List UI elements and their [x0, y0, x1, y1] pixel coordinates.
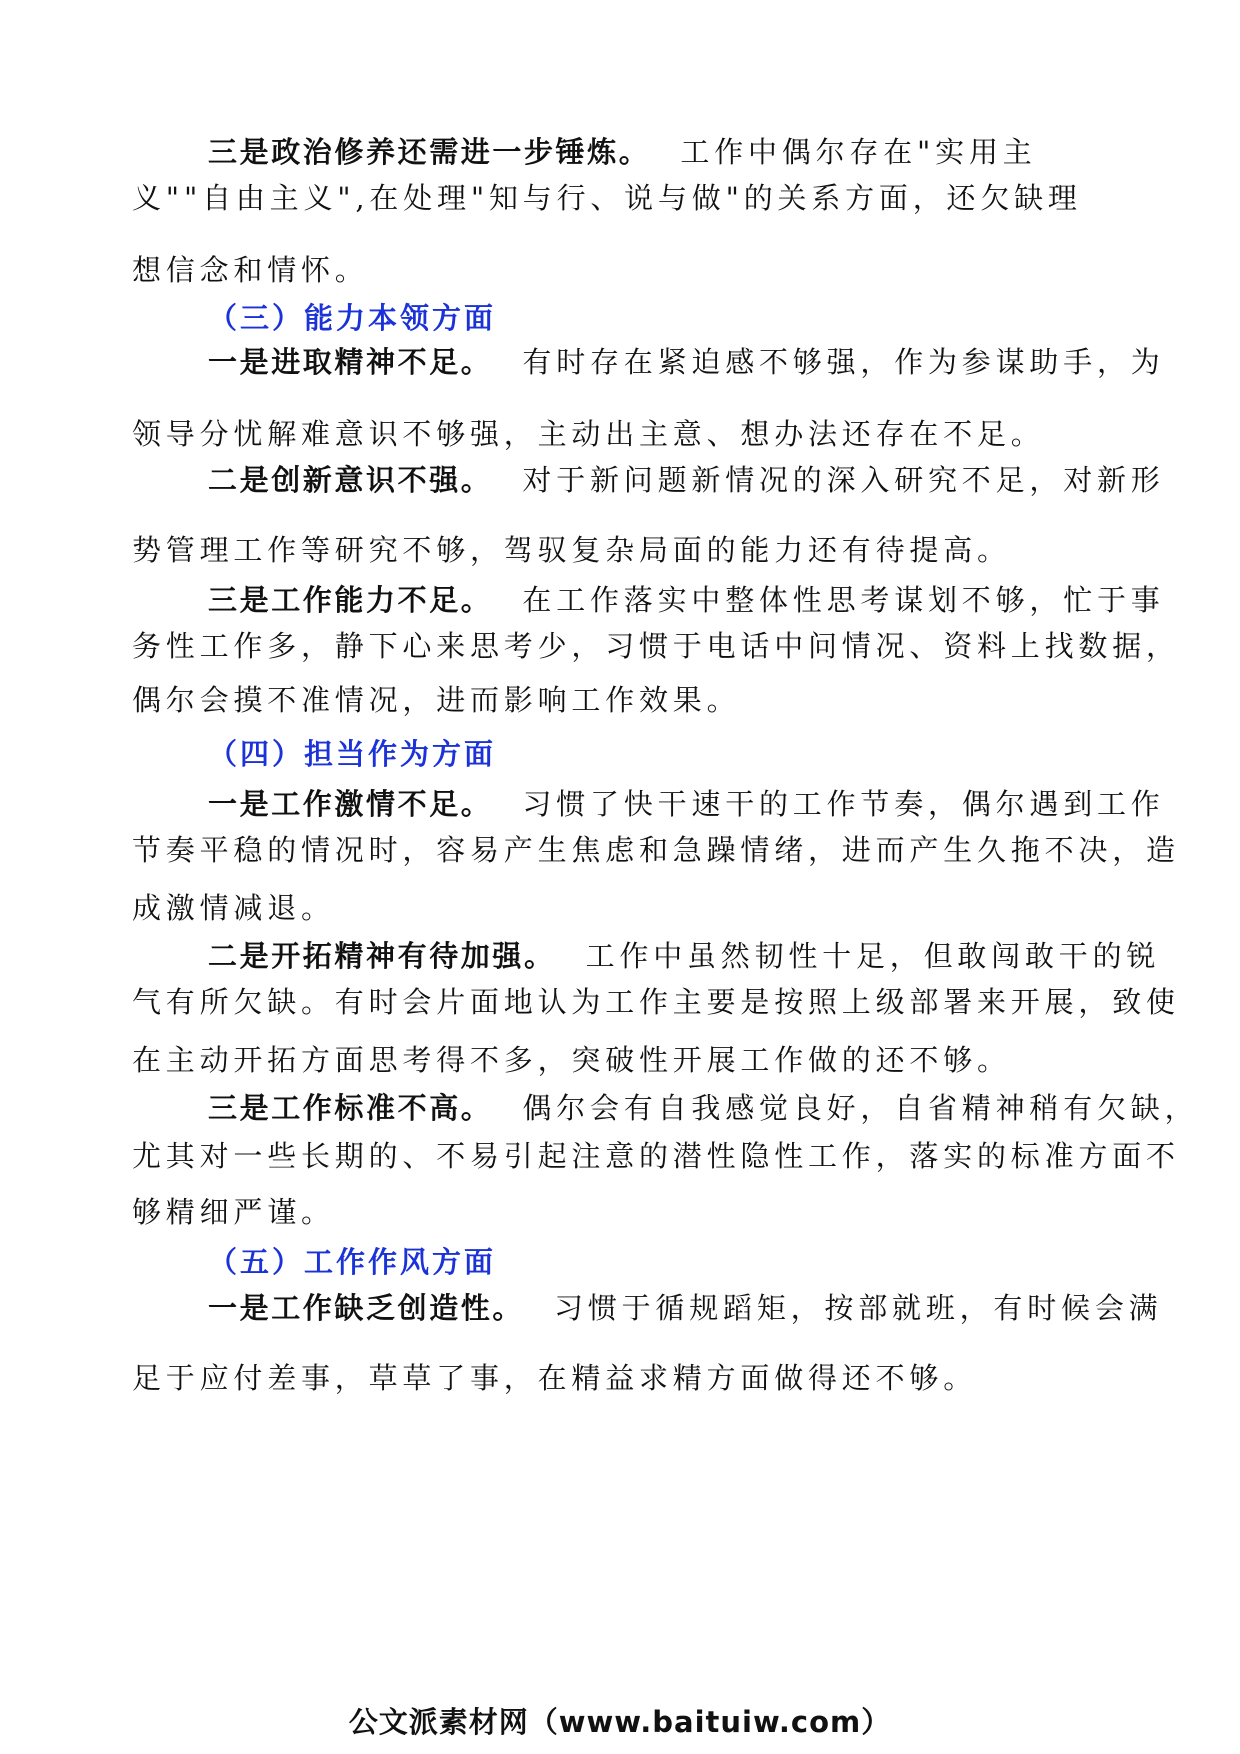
- paragraph-line: 尤其对一些长期的、不易引起注意的潜性隐性工作，落实的标准方面不: [132, 1139, 1180, 1173]
- paragraph-line: 足于应付差事，草草了事，在精益求精方面做得还不够。: [132, 1361, 978, 1395]
- paragraph-text: 偶尔会有自我感觉良好，自省精神稍有欠缺，: [522, 1091, 1199, 1125]
- paragraph-line: 务性工作多，静下心来思考少，习惯于电话中问情况、资料上找数据，: [132, 629, 1180, 663]
- paragraph-line: 想信念和情怀。: [132, 253, 369, 287]
- page-footer: 公文派素材网（www.baituiw.com）: [348, 1705, 892, 1739]
- paragraph-lead: 一是工作缺乏创造性。: [208, 1291, 525, 1325]
- paragraph-text: 习惯了快干速干的工作节奏，偶尔遇到工作: [522, 787, 1165, 821]
- section-heading-3: （三）能力本领方面: [208, 301, 497, 335]
- paragraph-first-line: [208, 458, 1165, 499]
- paragraph-line: 势管理工作等研究不够，驾驭复杂局面的能力还有待提高。: [132, 533, 1011, 567]
- paragraph-line: 义""自由主义",在处理"知与行、说与做"的关系方面，还欠缺理: [132, 181, 1082, 215]
- paragraph-text: 习惯于循规蹈矩，按部就班，有时候会满: [554, 1291, 1163, 1325]
- paragraph-first-line: [208, 578, 1165, 619]
- section-heading-4: （四）担当作为方面: [208, 737, 497, 771]
- paragraph-text: 工作中偶尔存在"实用主: [680, 135, 1037, 169]
- paragraph-first-line: [208, 1286, 1162, 1327]
- paragraph-lead: 三是政治修养还需进一步锤炼。: [208, 135, 651, 169]
- paragraph-lead: 三是工作标准不高。: [208, 1091, 493, 1125]
- paragraph-lead: 一是工作激情不足。: [208, 787, 493, 821]
- paragraph-text: 工作中虽然韧性十足，但敢闯敢干的锐: [585, 939, 1161, 973]
- paragraph-lead: 一是进取精神不足。: [208, 345, 493, 379]
- paragraph-text: 对于新问题新情况的深入研究不足，对新形: [522, 463, 1165, 497]
- paragraph-first-line: [208, 782, 1165, 823]
- paragraph-line: 偶尔会摸不准情况，进而影响工作效果。: [132, 683, 741, 717]
- paragraph-first-line: [208, 1086, 1198, 1127]
- paragraph-line: 成激情减退。: [132, 891, 335, 925]
- paragraph-line: 领导分忧解难意识不够强，主动出主意、想办法还存在不足。: [132, 417, 1045, 451]
- paragraph-text: 在工作落实中整体性思考谋划不够，忙于事: [522, 583, 1165, 617]
- paragraph-lead: 三是工作能力不足。: [208, 583, 493, 617]
- paragraph-text: 有时存在紧迫感不够强，作为参谋助手，为: [522, 345, 1165, 379]
- section-heading-5: （五）工作作风方面: [208, 1245, 497, 1279]
- paragraph-first-line: [208, 130, 1037, 171]
- paragraph-first-line: [208, 934, 1160, 975]
- paragraph-lead: 二是开拓精神有待加强。: [208, 939, 556, 973]
- paragraph-line: 气有所欠缺。有时会片面地认为工作主要是按照上级部署来开展，致使: [132, 985, 1180, 1019]
- paragraph-line: 在主动开拓方面思考得不多，突破性开展工作做的还不够。: [132, 1043, 1011, 1077]
- paragraph-lead: 二是创新意识不强。: [208, 463, 493, 497]
- paragraph-line: 够精细严谨。: [132, 1195, 335, 1229]
- paragraph-first-line: [208, 340, 1165, 381]
- paragraph-line: 节奏平稳的情况时，容易产生焦虑和急躁情绪，进而产生久拖不决，造: [132, 833, 1180, 867]
